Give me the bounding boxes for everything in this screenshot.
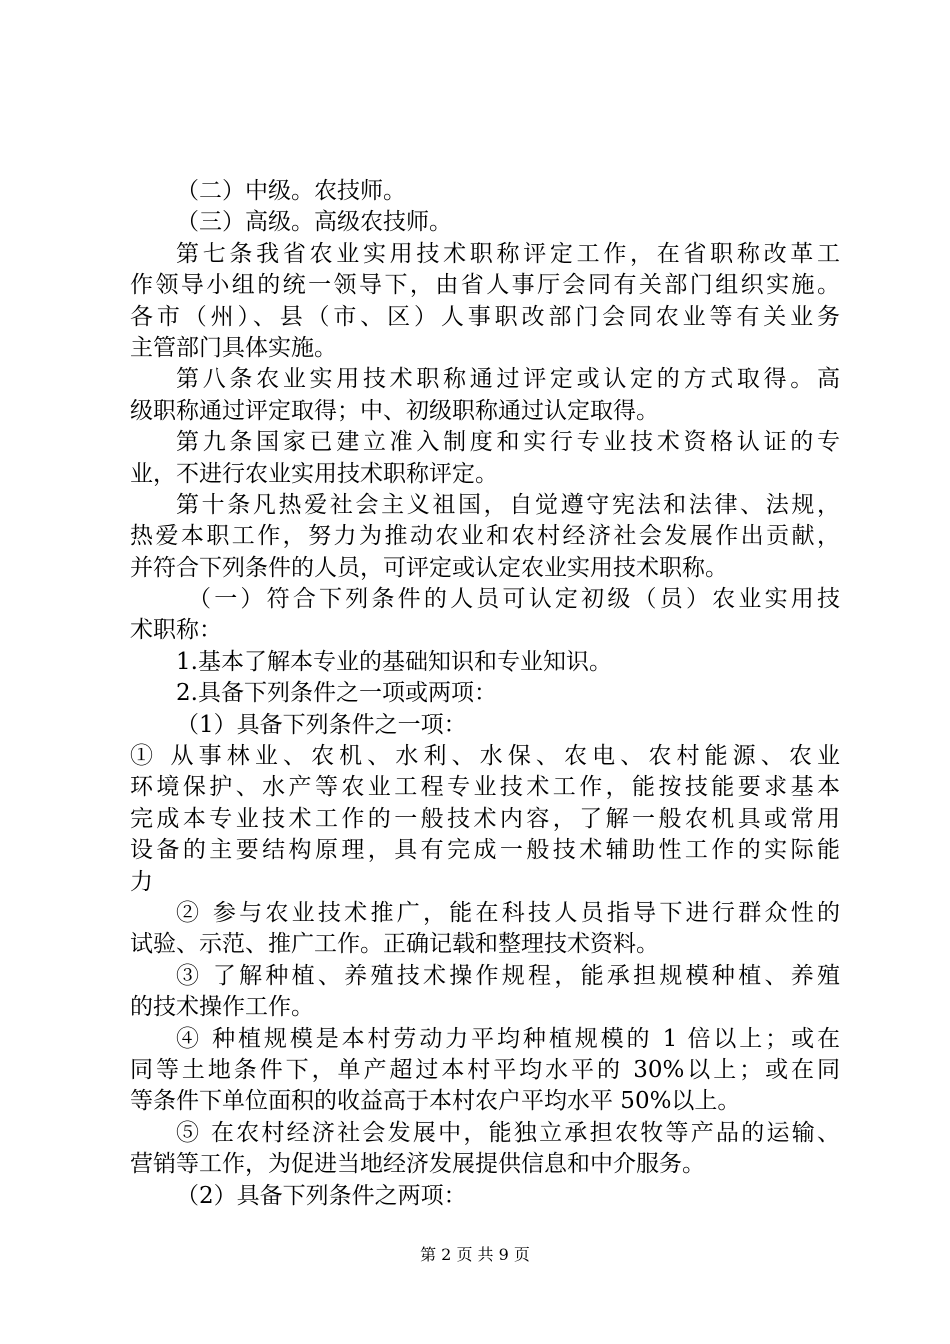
paragraph-line: 级职称通过评定取得；中、初级职称通过认定取得。 bbox=[130, 397, 659, 424]
paragraph-line: 第十条凡热爱社会主义祖国，自觉遵守宪法和法律、法规， bbox=[176, 491, 840, 518]
paragraph-line: 并符合下列条件的人员，可评定或认定农业实用技术职称。 bbox=[130, 554, 728, 581]
paragraph-line: 营销等工作，为促进当地经济发展提供信息和中介服务。 bbox=[130, 1151, 705, 1178]
paragraph-line: ② 参与农业技术推广，能在科技人员指导下进行群众性的 bbox=[176, 899, 840, 926]
paragraph-line: 同等土地条件下，单产超过本村平均水平的 30%以上；或在同 bbox=[130, 1056, 840, 1083]
paragraph-line: （1）具备下列条件之一项： bbox=[176, 711, 467, 738]
paragraph-line: 2.具备下列条件之一项或两项： bbox=[176, 680, 497, 707]
paragraph-line: 作领导小组的统一领导下，由省人事厅会同有关部门组织实施。 bbox=[130, 272, 840, 299]
paragraph-line: 设备的主要结构原理，具有完成一般技术辅助性工作的实际能 bbox=[130, 837, 840, 864]
paragraph-line: 主管部门具体实施。 bbox=[130, 334, 337, 361]
paragraph-line: ⑤ 在农村经济社会发展中，能独立承担农牧等产品的运输、 bbox=[176, 1119, 840, 1146]
paragraph-line: 业，不进行农业实用技术职称评定。 bbox=[130, 460, 498, 487]
paragraph-line: 各市（州）、县（市、区）人事职改部门会同农业等有关业务 bbox=[130, 303, 840, 330]
paragraph-line: （一）符合下列条件的人员可认定初级（员）农业实用技 bbox=[188, 586, 840, 613]
paragraph-line: 术职称： bbox=[130, 617, 222, 644]
paragraph-line: 力 bbox=[130, 868, 153, 895]
paragraph-line: 试验、示范、推广工作。正确记载和整理技术资料。 bbox=[130, 931, 659, 958]
page-footer: 第 2 页 共 9 页 bbox=[420, 1245, 530, 1264]
paragraph-line: ① 从事林业、农机、水利、水保、农电、农村能源、农业 bbox=[130, 743, 840, 770]
paragraph-line: （二）中级。农技师。 bbox=[176, 178, 406, 204]
paragraph-line: （三）高级。高级农技师。 bbox=[176, 209, 452, 236]
paragraph-line: 热爱本职工作，努力为推动农业和农村经济社会发展作出贡献， bbox=[130, 523, 840, 550]
paragraph-line: ③ 了解种植、养殖技术操作规程，能承担规模种植、养殖 bbox=[176, 962, 840, 989]
paragraph-line: 第九条国家已建立准入制度和实行专业技术资格认证的专 bbox=[176, 429, 840, 456]
paragraph-line: 1.基本了解本专业的基础知识和专业知识。 bbox=[176, 648, 612, 675]
paragraph-line: 的技术操作工作。 bbox=[130, 994, 314, 1021]
paragraph-line: （2）具备下列条件之两项： bbox=[176, 1182, 467, 1209]
document-body bbox=[130, 176, 840, 1212]
paragraph-line: ④ 种植规模是本村劳动力平均种植规模的 1 倍以上；或在 bbox=[176, 1025, 840, 1052]
paragraph-line: 等条件下单位面积的收益高于本村农户平均水平 50%以上。 bbox=[130, 1088, 741, 1115]
paragraph-line: 完成本专业技术工作的一般技术内容，了解一般农机具或常用 bbox=[130, 805, 840, 832]
paragraph-line: 第八条农业实用技术职称通过评定或认定的方式取得。高 bbox=[176, 366, 840, 393]
paragraph-line: 第七条我省农业实用技术职称评定工作，在省职称改革工 bbox=[176, 240, 840, 267]
paragraph-line: 环境保护、水产等农业工程专业技术工作，能按技能要求基本 bbox=[130, 774, 840, 801]
